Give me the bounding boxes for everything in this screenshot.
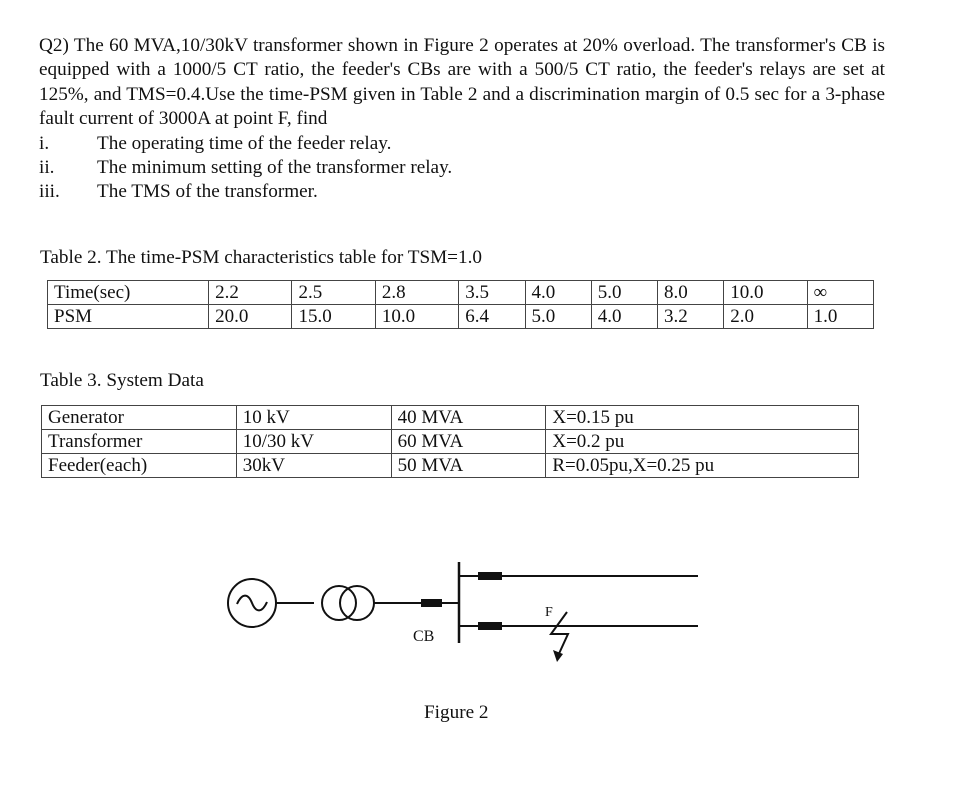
table-cell: 6.4: [459, 305, 525, 329]
list-item-text: The minimum setting of the transformer relay.: [97, 157, 453, 179]
table-cell: 2.2: [209, 281, 292, 305]
list-item-number: iii.: [39, 181, 60, 203]
table-cell: 2.5: [292, 281, 375, 305]
question-paragraph: Q2) The 60 MVA,10/30kV transformer shown in Figure 2 operates at 20% overload. The transformer's CB is equipped with a 1000/5 CT ratio, the feeder's CBs are with a 500/5 CT ratio, the feeder's relays are set at 125%, and TMS=0.4.Use the time-PSM given in Table 2 and a discrimination margin of 0.5 sec for a 3-phase fault current of 3000A at point F, find: [39, 35, 885, 130]
table-cell: ∞: [807, 281, 873, 305]
table-cell: Time(sec): [48, 281, 209, 305]
table-cell: 60 MVA: [391, 430, 546, 454]
table-cell: X=0.2 pu: [546, 430, 859, 454]
table-cell: Transformer: [42, 430, 237, 454]
table3-caption: Table 3. System Data: [40, 370, 204, 391]
table-cell: 40 MVA: [391, 406, 546, 430]
fault-label: F: [545, 605, 553, 620]
table2-caption: Table 2. The time-PSM characteristics table for TSM=1.0: [40, 247, 482, 268]
table-cell: 4.0: [591, 305, 657, 329]
table-cell: 2.0: [724, 305, 807, 329]
table-cell: 1.0: [807, 305, 873, 329]
table-cell: 3.5: [459, 281, 525, 305]
transformer-cb: [421, 599, 442, 607]
table-cell: 20.0: [209, 305, 292, 329]
table-cell: X=0.15 pu: [546, 406, 859, 430]
table-cell: 10/30 kV: [236, 430, 391, 454]
table-cell: 15.0: [292, 305, 375, 329]
table-cell: 10.0: [375, 305, 458, 329]
table-cell: 5.0: [525, 305, 591, 329]
list-item-number: i.: [39, 132, 50, 154]
ac-wave-icon: [237, 596, 267, 611]
table-cell: Generator: [42, 406, 237, 430]
table-cell: 2.8: [375, 281, 458, 305]
table-cell: PSM: [48, 305, 209, 329]
table-cell: 5.0: [591, 281, 657, 305]
figure-caption: Figure 2: [424, 702, 489, 723]
list-item-text: The TMS of the transformer.: [97, 181, 318, 203]
cb-label: CB: [413, 628, 435, 645]
table-cell: 10 kV: [236, 406, 391, 430]
feeder-cb-2: [478, 622, 502, 630]
list-item-text: The operating time of the feeder relay.: [97, 132, 392, 154]
table-cell: 10.0: [724, 281, 807, 305]
feeder-cb-1: [478, 572, 502, 580]
fault-arrow-icon: [553, 650, 563, 662]
table-cell: 4.0: [525, 281, 591, 305]
table-cell: 8.0: [658, 281, 724, 305]
table-cell: 3.2: [658, 305, 724, 329]
list-item-number: ii.: [39, 157, 55, 179]
table-cell: Feeder(each): [42, 454, 237, 478]
table-cell: 30kV: [236, 454, 391, 478]
table-cell: 50 MVA: [391, 454, 546, 478]
table-cell: R=0.05pu,X=0.25 pu: [546, 454, 859, 478]
